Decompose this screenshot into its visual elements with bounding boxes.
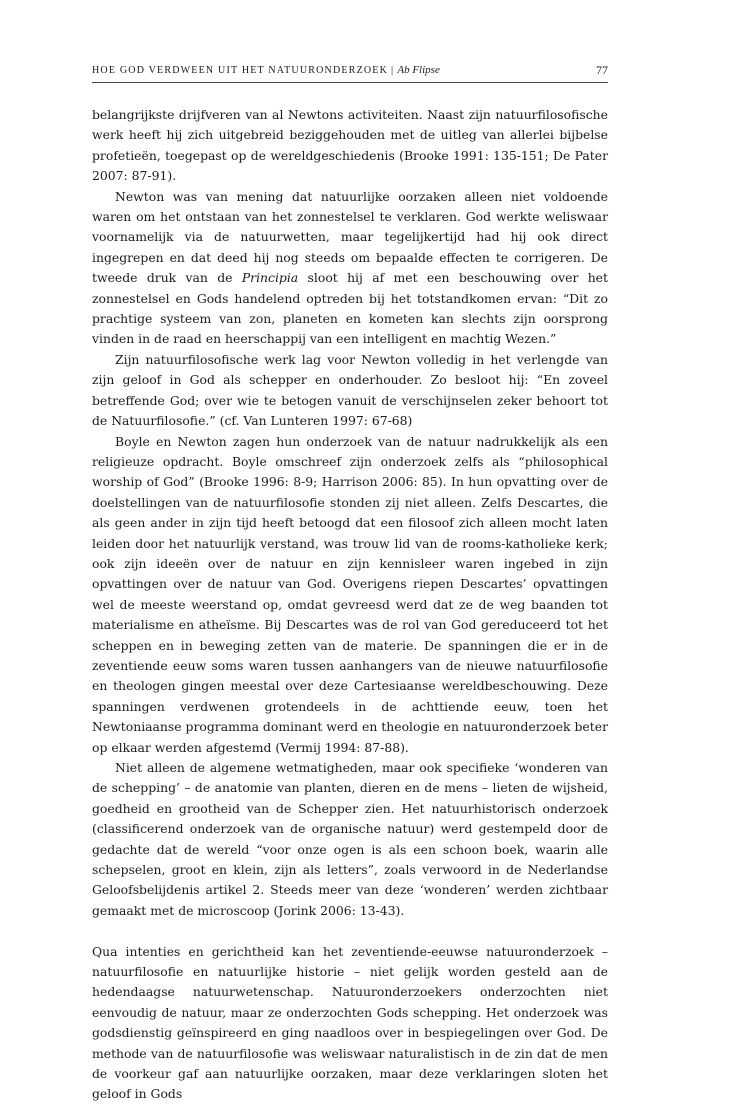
header-separator: | bbox=[391, 65, 395, 76]
running-header bbox=[92, 62, 608, 83]
body-text bbox=[92, 105, 608, 1105]
paragraph-2-part-1: Newton was van mening dat natuurlijke oorzaken alleen niet voldoende waren om het ontstaan van het zonnestelsel te verklaren. God werkte weliswaar voornamelijk via de natuurwetten, maar tegelijkertijd had hij ook direct ingegrepen en dat deed hij nog steeds om bepaalde effecten te corrigeren. De tweede druk van de bbox=[92, 188, 608, 286]
paragraph-3: Zijn natuurfilosofische werk lag voor Newton volledig in het verlengde van zijn geloof in God als schepper en onderhouder. Zo besloot hij: “En zoveel betreffende God; over wie te betogen vanuit de verschijnselen zeker behoort tot de Natuurfilosofie.” (cf. Van Lunteren 1997: 67-68) bbox=[92, 351, 608, 429]
running-author: Ab Flipse bbox=[397, 64, 440, 76]
principia-title: Principia bbox=[241, 270, 299, 286]
paragraph-6: Qua intenties en gerichtheid kan het zeventiende-eeuwse natuuronderzoek – natuurfilosofie en natuurlijke historie – niet gelijk worden gesteld aan de hedendaagse natuurwetenschap. Natuuronderzoekers onderzochten niet eenvoudig de natuur, maar ze onderzochten Gods schepping. Het onderzoek was godsdienstig geïnspireerd en ging naadloos over in bespiegelingen over God. De methode van de natuurfilosofie was weliswaar naturalistisch in de zin dat de men de voorkeur gaf aan natuurlijke oorzaken, maar deze verklaringen sloten het geloof in Gods bbox=[92, 943, 608, 1102]
paragraph-5: Niet alleen de algemene wetmatigheden, maar ook specifieke ‘wonderen van de schepping’ – de anatomie van planten, dieren en de mens – lieten de wijsheid, goedheid en grootheid van de Schepper zien. Het natuurhistorisch onderzoek (classificerend onderzoek van de organische natuur) werd gestempeld door de gedachte dat de wereld “voor onze ogen is als een schoon boek, waarin alle schepselen, groot en klein, zijn als letters”, zoals verwoord in de Nederlandse Geloofsbelijdenis artikel 2. Steeds meer van deze ‘wonderen’ werden zichtbaar gemaakt met de microscoop (Jorink 2006: 13-43). bbox=[92, 760, 608, 918]
page-number: 77 bbox=[596, 63, 608, 77]
running-title: HOE GOD VERDWEEN UIT HET NATUURONDERZOEK bbox=[92, 65, 389, 76]
paragraph-1: belangrijkste drijfveren van al Newtons activiteiten. Naast zijn natuurfilosofische werk heeft hij zich uitgebreid beziggehouden met de uitleg van allerlei bijbelse profetieën, toegepast op de wereldgeschiedenis (Brooke 1991: 135-151; De Pater 2007: 87-91). bbox=[92, 107, 608, 184]
paragraph-2-part-2: sloot hij af met een beschouwing over het zonnestelsel en Gods handelend optreden bij het totstandkomen ervan: “Dit zo prachtige systeem van zon, planeten en kometen kan slechts zijn oorsprong vinden in de raad en heerschappij van een intelligent en machtig Wezen.” bbox=[92, 270, 608, 347]
paragraph-2 bbox=[92, 187, 608, 350]
paragraph-4: Boyle en Newton zagen hun onderzoek van de natuur nadrukkelijk als een religieuze opdracht. Boyle omschreef zijn onderzoek zelfs als “philosophical worship of God” (Brooke 1996: 8-9; Harrison 2006: 85). In hun opvatting over de doelstellingen van de natuurfilosofie stonden zij niet alleen. Zelfs Descartes, die als geen ander in zijn tijd heeft betoogd dat een filosoof zich alleen mocht laten leiden door het natuurlijk verstand, was trouw lid van de rooms-katholieke kerk; ook zijn ideeën over de natuur en zijn kennisleer waren ingebed in zijn opvattingen over de natuur van God. Overigens riepen Descartes’ opvattingen wel de meeste weerstand op, omdat gevreesd werd dat ze de weg baanden tot materialisme en atheïsme. Bij Descartes was de rol van God gereduceerd tot het scheppen en in beweging zetten van de materie. De spanningen die er in de zeventiende eeuw soms waren tussen aanhangers van de nieuwe natuurfilosofie en theologen gingen meestal over deze Cartesiaanse wereldbeschouwing. Deze spanningen verdwenen grotendeels in de achttiende eeuw, toen het Newtoniaanse programma dominant werd en theologie en natuuronderzoek beter op elkaar werden afgestemd (Vermij 1994: 87-88). bbox=[92, 433, 608, 755]
